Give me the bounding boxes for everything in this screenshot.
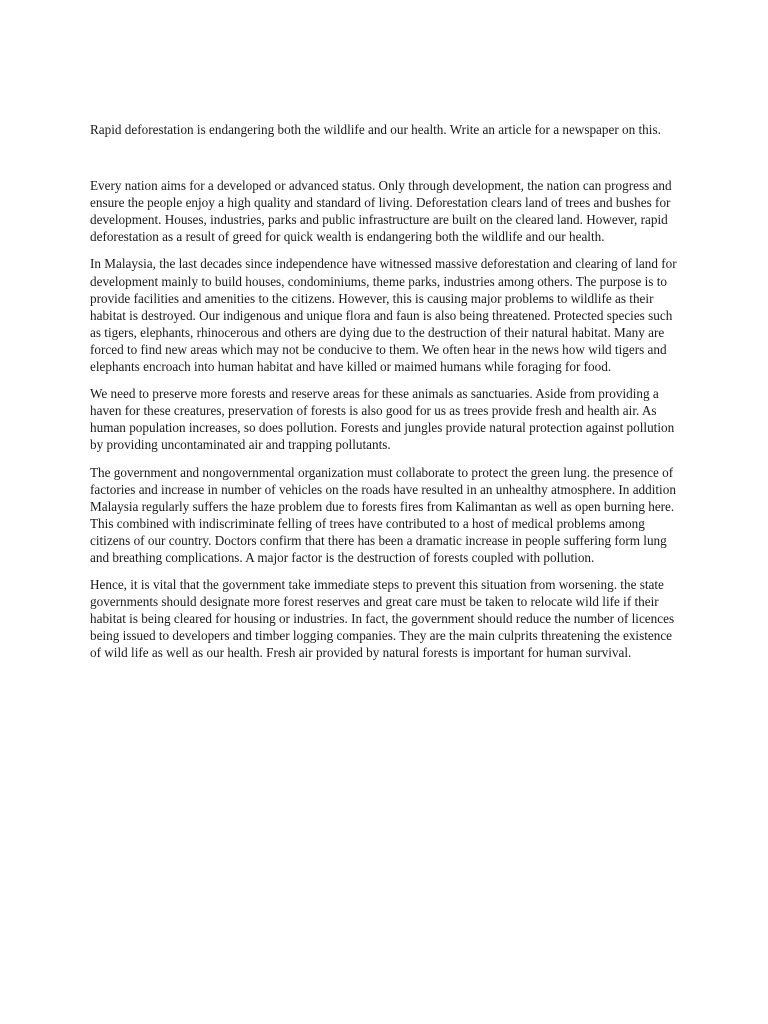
- essay-paragraph: We need to preserve more forests and reserve areas for these animals as sanctuaries. Aside from providing a haven for these creatures, preservation of forests is also good for us as trees provide fresh and health air. As human population increases, so does pollution. Forests and jungles provide natural protection against pollution by providing uncontaminated air and trapping pollutants.: [90, 386, 675, 453]
- essay-paragraph: The government and nongovernmental organization must collaborate to protect the green lung. the presence of factories and increase in number of vehicles on the roads have resulted in an unhealthy atmosphere. In addition Malaysia regularly suffers the haze problem due to forests fires from Kalimantan as well as open burning here. This combined with indiscriminate felling of trees have contributed to a host of medical problems among citizens of our country. Doctors confirm that there has been a dramatic increase in people suffering form lung and breathing complications. A major factor is the destruction of forests coupled with pollution.: [90, 464, 676, 565]
- essay-paragraph: Every nation aims for a developed or advanced status. Only through development, the nation can progress and ensure the people enjoy a high quality and standard of living. Deforestation clears land of trees and bushes for development. Houses, industries, parks and public infrastructure are built on the cleared land. However, rapid deforestation as a result of greed for quick wealth is endangering both the wildlife and our health.: [90, 178, 672, 245]
- document-content: [90, 121, 678, 672]
- essay-paragraph: In Malaysia, the last decades since independence have witnessed massive deforestation and clearing of land for development mainly to build houses, condominiums, theme parks, industries among others. The purpose is to provide facilities and amenities to the citizens. However, this is causing major problems to wildlife as their habitat is destroyed. Our indigenous and unique flora and faun is also being threatened. Protected species such as tigers, elephants, rhinocerous and others are dying due to the destruction of their natural habitat. Many are forced to find new areas which may not be conducive to them. We often hear in the news how wild tigers and elephants encroach into human habitat and have killed or maimed humans while foraging for food.: [90, 256, 677, 375]
- essay-body: [90, 177, 678, 661]
- essay-paragraph: Hence, it is vital that the government take immediate steps to prevent this situation from worsening. the state governments should designate more forest reserves and great care must be taken to relocate wild life if their habitat is being cleared for housing or industries. In fact, the government should reduce the number of licences being issued to developers and timber logging companies. They are the main culprits threatening the existence of wild life as well as our health. Fresh air provided by natural forests is important for human survival.: [90, 577, 675, 661]
- essay-prompt: Rapid deforestation is endangering both the wildlife and our health. Write an article for a newspaper on this.: [90, 122, 661, 137]
